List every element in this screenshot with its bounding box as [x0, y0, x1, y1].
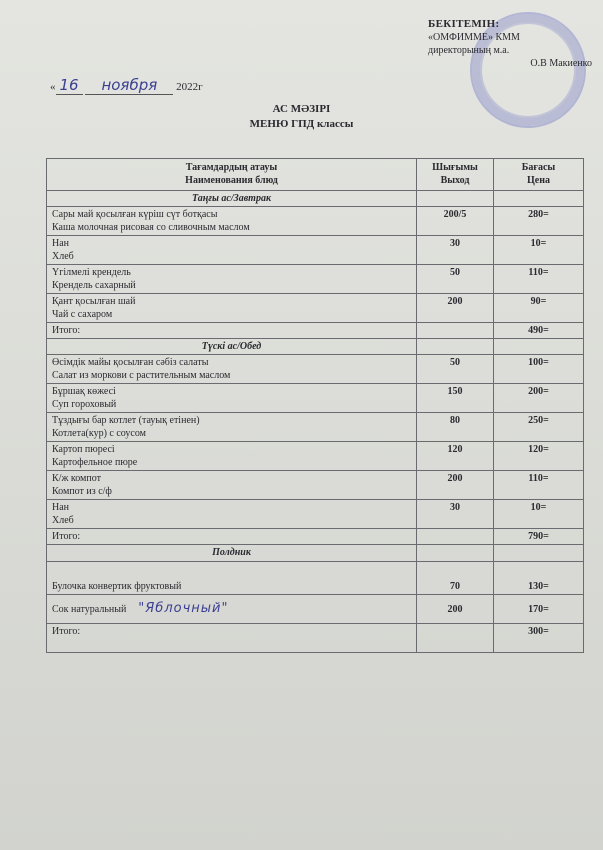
- approval-heading: БЕКІТЕМІН:: [428, 18, 500, 30]
- table-row: Нан Хлеб 30 10=: [47, 500, 584, 529]
- table-row: Сок натуральный "Яблочный" 200 170=: [47, 595, 584, 624]
- date-year: 2022г: [176, 81, 203, 93]
- snack-total-row: Итого: 300=: [47, 624, 584, 653]
- approval-org: «ОМФИММЕ» КММ: [428, 32, 520, 43]
- header-name: Тағамдардың атауы Наименования блюд: [47, 159, 417, 191]
- document-date: [50, 76, 203, 95]
- header-output: Шығымы Выход: [417, 159, 494, 191]
- table-row: Бұршақ көжесі Суп гороховый 150 200=: [47, 384, 584, 413]
- table-row: Сары май қосылған күріш сүт ботқасы Каша молочная рисовая со сливочным маслом 200/5 280=: [47, 207, 584, 236]
- menu-title-ru: МЕНЮ ГПД классы: [249, 118, 354, 130]
- table-row: Нан Хлеб 30 10=: [47, 236, 584, 265]
- section-lunch: Түскі ас/Обед: [47, 339, 417, 355]
- handwritten-note: "Яблочный": [138, 601, 229, 616]
- approval-block: [428, 18, 600, 70]
- section-breakfast: Таңғы ас/Завтрак: [47, 191, 417, 207]
- menu-title-kz: АС МӘЗІРІ: [272, 103, 331, 115]
- date-open-quote: «: [50, 81, 56, 93]
- table-row: Картоп пюресі Картофельное пюре 120 120=: [47, 442, 584, 471]
- section-snack: Полдник: [47, 545, 417, 562]
- table-row: Тұздығы бар котлет (тауық етінен) Котлета(кур) с соусом 80 250=: [47, 413, 584, 442]
- header-price: Бағасы Цена: [494, 159, 584, 191]
- table-row: К/ж компот Компот из с/ф 200 110=: [47, 471, 584, 500]
- table-header-row: [47, 159, 584, 191]
- approval-position: директорының м.а.: [428, 45, 510, 56]
- date-day: 16: [56, 76, 83, 95]
- table-row: Қант қосылған шай Чай с сахаром 200 90=: [47, 294, 584, 323]
- date-month: ноября: [85, 76, 173, 95]
- approval-signature: О.В Макиенко: [530, 58, 592, 69]
- table-row: Өсімдік майы қосылған сәбіз салаты Салат из моркови с растительным маслом 50 100=: [47, 355, 584, 384]
- table-row: Булочка конвертик фруктовый 70 130=: [47, 562, 584, 595]
- table-row: Үгілмелі крендель Крендель сахарный 50 110=: [47, 265, 584, 294]
- breakfast-total-row: Итого: 490=: [47, 323, 584, 339]
- lunch-total-row: Итого: 790=: [47, 529, 584, 545]
- menu-table: [46, 158, 584, 653]
